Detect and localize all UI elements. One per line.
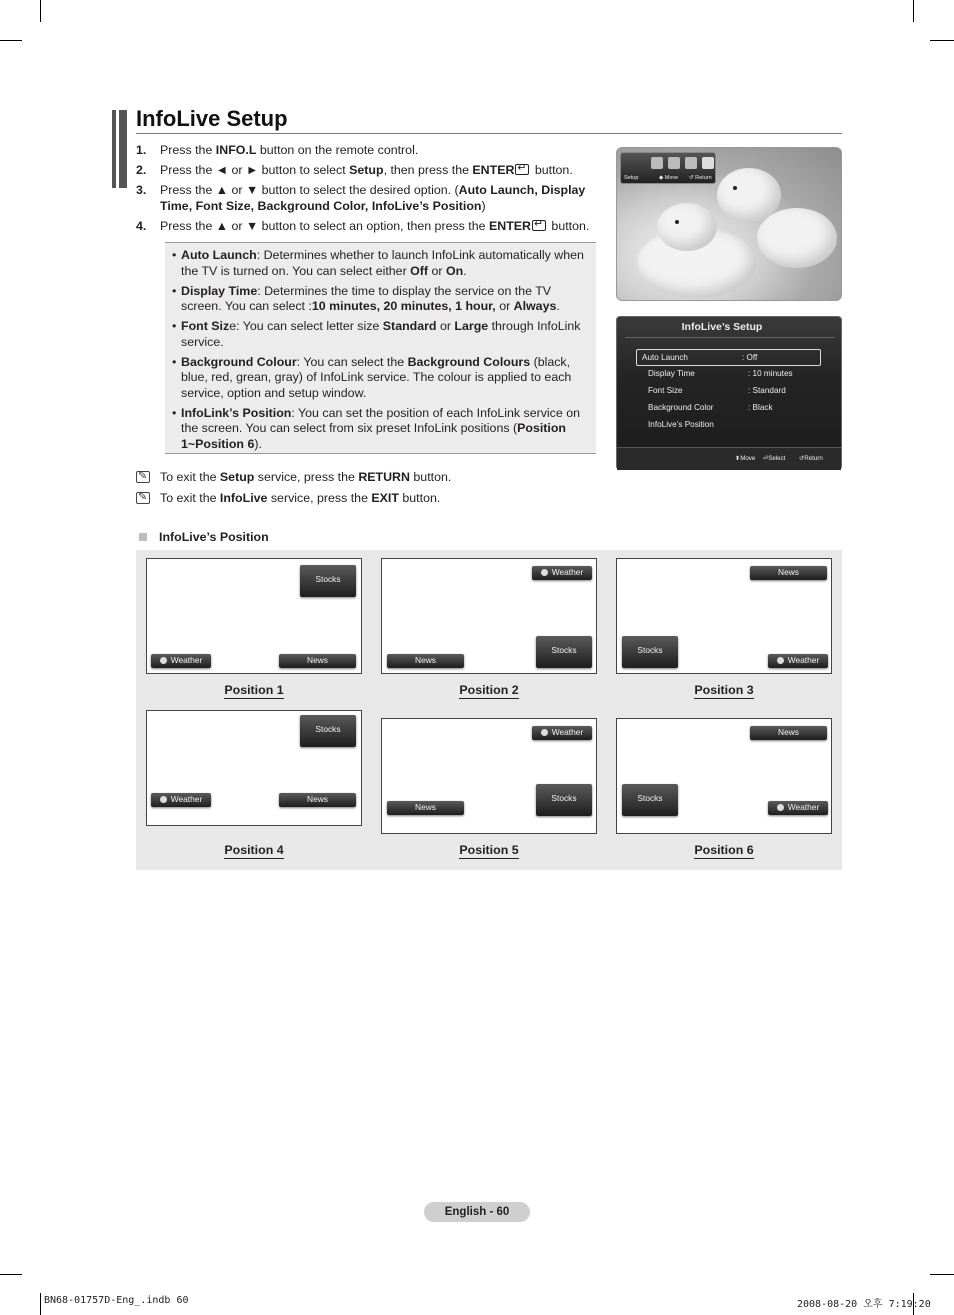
news-widget: News [279, 654, 356, 668]
crop-mark [40, 0, 41, 22]
setup-row-infolive-position[interactable]: InfoLive’s Position [648, 420, 714, 429]
weather-icon [777, 804, 784, 811]
return-hint: ↺Return [799, 455, 823, 462]
step-2: 2. Press the ◄ or ► button to select Setup, then press the ENTER↵ button. [136, 163, 596, 179]
setup-panel-footer [617, 447, 841, 470]
position-5-label: Position 5 [459, 843, 519, 857]
crop-mark [913, 0, 914, 22]
crop-mark [930, 1274, 954, 1275]
weather-icon [541, 569, 548, 576]
select-hint: ⏎Select [763, 455, 786, 462]
position-1-screen [146, 558, 362, 674]
position-1-label: Position 1 [224, 683, 284, 697]
settings-icon [668, 157, 680, 169]
title-divider [136, 133, 842, 134]
note-icon [136, 471, 150, 483]
stocks-widget: Stocks [536, 784, 592, 816]
infolive-setup-panel: InfoLive’s Setup Auto Launch : Off Display Time : 10 minutes Font Size : Standard Background Color : Black InfoLive’s Position ⬍Move ⏎Select ↺Return [616, 316, 842, 470]
stocks-widget: Stocks [622, 636, 678, 668]
weather-icon [541, 729, 548, 736]
note-icon [136, 492, 150, 504]
chart-icon [685, 157, 697, 169]
news-widget: News [279, 793, 356, 807]
weather-widget: Weather [532, 726, 592, 740]
option-infolink-position: • InfoLink’s Position: You can set the position of each InfoLink service on the screen. You can select from six preset InfoLink positions (Position 1~Position 6). [172, 405, 580, 451]
image-icon [651, 157, 663, 169]
positions-area [136, 550, 842, 870]
square-bullet-icon [139, 533, 147, 541]
option-auto-launch: • Auto Launch: Determines whether to launch InfoLink automatically when the TV is turned on. You can select either Off or On. [172, 248, 584, 278]
page-title: InfoLive Setup [136, 106, 288, 131]
position-3-label: Position 3 [694, 683, 754, 697]
footer-file-info: BN68-01757D-Eng_.indb 60 [44, 1295, 189, 1306]
title-accent-bar [112, 110, 116, 188]
positions-heading: InfoLive’s Position [139, 530, 269, 544]
position-4-screen [146, 710, 362, 826]
crop-mark [930, 40, 954, 41]
setup-row-display-time[interactable]: Display Time : 10 minutes [648, 369, 793, 378]
notes-list [136, 466, 451, 508]
step-1: 1. Press the INFO.L button on the remote control. [136, 143, 419, 157]
option-display-time: • Display Time: Determines the time to display the service on the TV screen. You can select :10 minutes, 20 minutes, 1 hour, or Always. [172, 283, 560, 313]
infolive-menu-bar: Setup ◆ Move ↺ Return [620, 152, 716, 184]
position-3-screen [616, 558, 832, 674]
tv-screen-photo [616, 147, 842, 301]
setup-row-background-color[interactable]: Background Color : Black [648, 403, 773, 412]
page-number-badge: English - 60 [424, 1202, 530, 1222]
crop-mark [0, 1274, 22, 1275]
enter-icon [532, 220, 546, 231]
title-accent-bar [119, 110, 127, 188]
option-font-size: • Font Size: You can select letter size Standard or Large through InfoLink service. [172, 319, 581, 349]
steps-list [136, 143, 596, 239]
globe-icon [702, 157, 714, 169]
weather-widget: Weather [532, 566, 592, 580]
stocks-widget: Stocks [300, 565, 356, 597]
polar-bear-image [657, 203, 717, 251]
footer-timestamp: 2008-08-20 오후 7:19:20 [797, 1299, 931, 1310]
step-4: 4. Press the ▲ or ▼ button to select an option, then press the ENTER↵ button. [136, 219, 596, 235]
weather-icon [160, 657, 167, 664]
options-description-box [165, 242, 596, 454]
weather-widget: Weather [768, 801, 828, 815]
news-widget: News [750, 726, 827, 740]
weather-icon [160, 796, 167, 803]
news-widget: News [387, 654, 464, 668]
position-2-label: Position 2 [459, 683, 519, 697]
position-2-screen [381, 558, 597, 674]
stocks-widget: Stocks [622, 784, 678, 816]
weather-icon [777, 657, 784, 664]
crop-mark [0, 40, 22, 41]
enter-icon [515, 164, 529, 175]
position-6-label: Position 6 [694, 843, 754, 857]
crop-mark [40, 1293, 41, 1315]
polar-bear-image [757, 208, 837, 268]
setup-row-auto-launch[interactable]: Auto Launch : Off [636, 349, 821, 366]
setup-row-font-size[interactable]: Font Size : Standard [648, 386, 786, 395]
position-4-label: Position 4 [224, 843, 284, 857]
position-6-screen [616, 718, 832, 834]
position-5-screen [381, 718, 597, 834]
stocks-widget: Stocks [300, 715, 356, 747]
note-exit-setup: ✎ To exit the Setup service, press the RETURN button. [136, 466, 451, 487]
stocks-widget: Stocks [536, 636, 592, 668]
step-3: 3. Press the ▲ or ▼ button to select the desired option. (Auto Launch, Display Time, Font Size, Background Color, InfoLive’s Position) [136, 183, 586, 213]
news-widget: News [387, 801, 464, 815]
option-background-colour: • Background Colour: You can select the Background Colours (black, blue, red, grean, gray) of InfoLink service. The colour is applied to each service, option and setup window. [172, 354, 572, 400]
news-widget: News [750, 566, 827, 580]
move-hint: ⬍Move [735, 455, 756, 462]
weather-widget: Weather [768, 654, 828, 668]
weather-widget: Weather [151, 793, 211, 807]
note-exit-infolive: ✎ To exit the InfoLive service, press the EXIT button. [136, 487, 451, 508]
weather-widget: Weather [151, 654, 211, 668]
